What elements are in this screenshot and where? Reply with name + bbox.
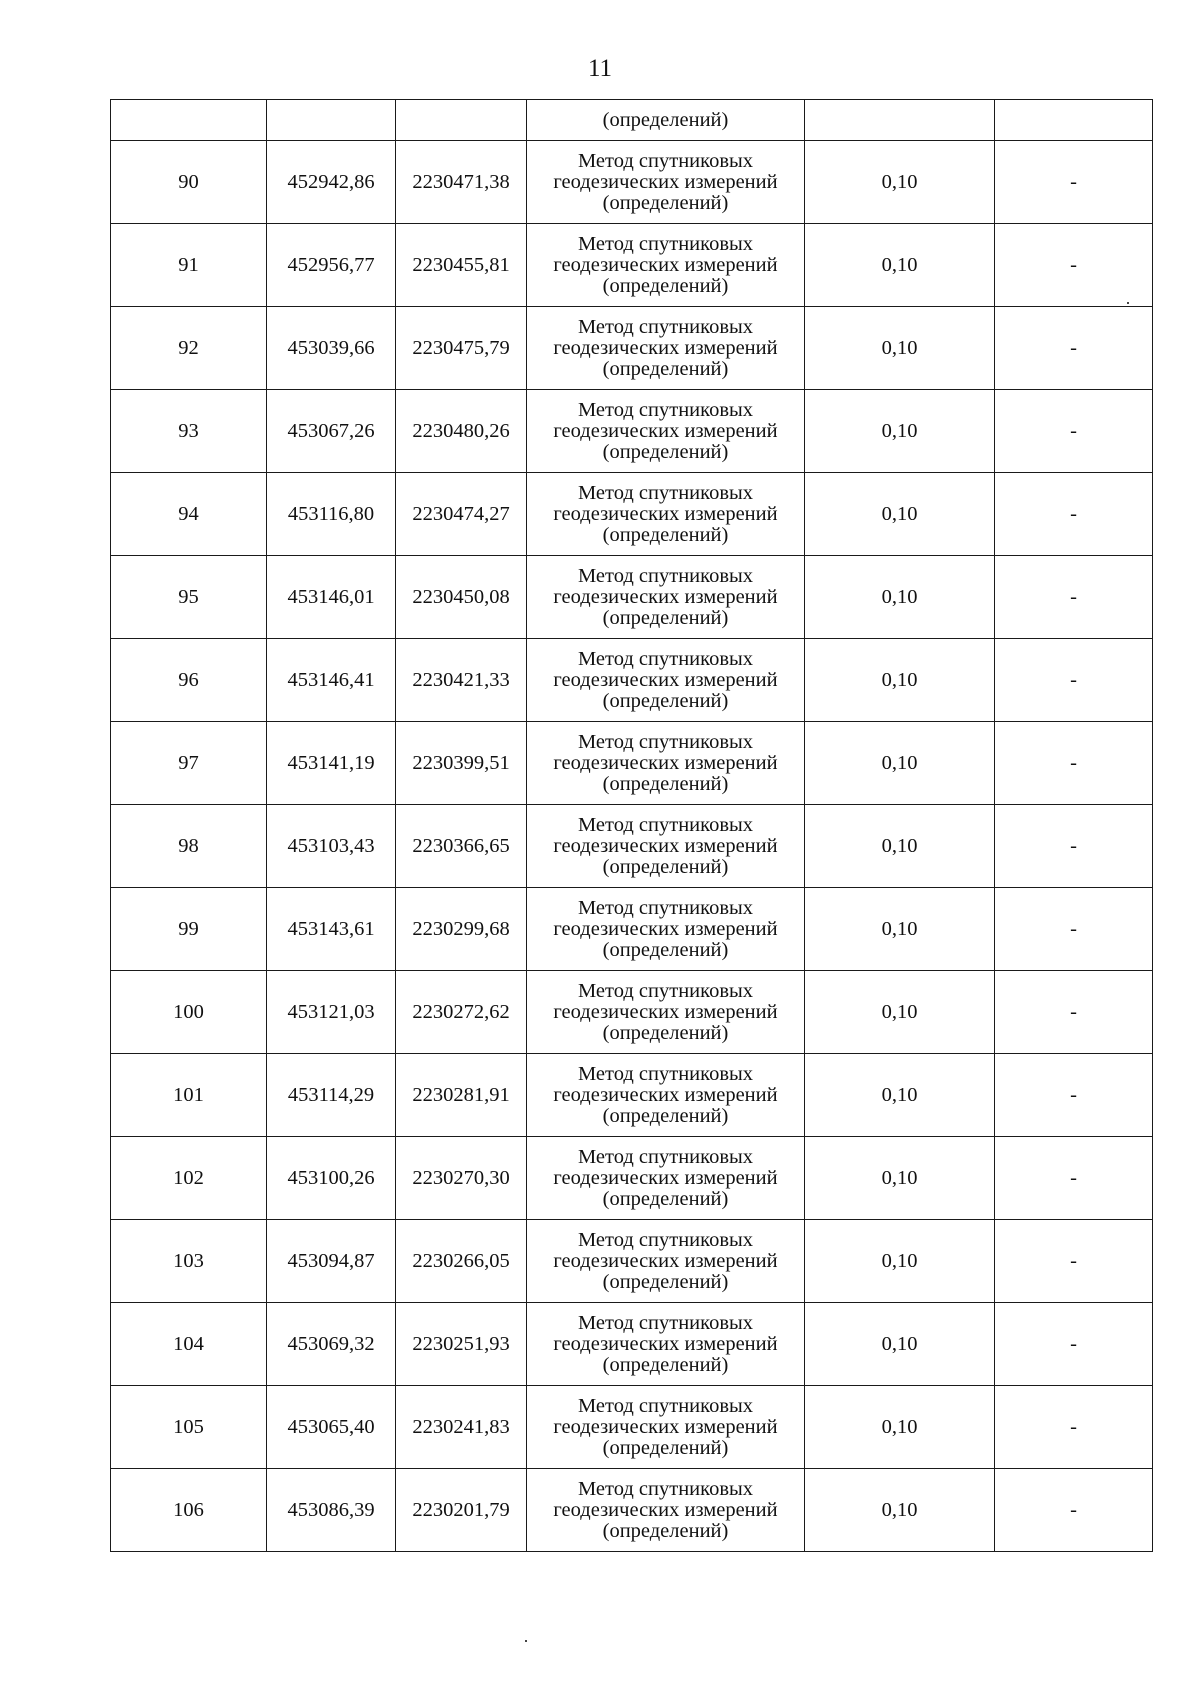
method-text-line: Метод спутниковых	[577, 896, 754, 919]
method-text-line: геодезических измерений	[553, 585, 778, 608]
method-cell	[527, 1220, 805, 1303]
method-text-line: Метод спутниковых	[577, 813, 754, 836]
point-number-cell: 92	[111, 307, 267, 390]
point-number-cell: 98	[111, 805, 267, 888]
accuracy-cell: 0,10	[805, 1469, 995, 1552]
method-text-line: геодезических измерений	[553, 502, 778, 525]
method-text-line: (определений)	[602, 606, 729, 629]
continuation-cell-accuracy	[805, 100, 995, 141]
coordinate-y-cell: 2230474,27	[396, 473, 527, 556]
method-text-line: геодезических измерений	[553, 1083, 778, 1106]
note-cell: -	[995, 473, 1153, 556]
continuation-cell-number	[111, 100, 267, 141]
coordinate-y-cell: 2230270,30	[396, 1137, 527, 1220]
method-text-line: (определений)	[602, 1519, 729, 1542]
table-row	[111, 971, 1153, 1054]
coordinate-x-cell: 452942,86	[267, 141, 396, 224]
note-cell: -	[995, 1303, 1153, 1386]
table-row	[111, 1054, 1153, 1137]
method-text-line: геодезических измерений	[553, 336, 778, 359]
table-row	[111, 224, 1153, 307]
table-row	[111, 141, 1153, 224]
accuracy-cell: 0,10	[805, 971, 995, 1054]
accuracy-cell: 0,10	[805, 307, 995, 390]
table-row	[111, 722, 1153, 805]
continuation-cell-method: (определений)	[527, 100, 805, 141]
table-row	[111, 1137, 1153, 1220]
coordinate-x-cell: 453116,80	[267, 473, 396, 556]
method-text-line: (определений)	[602, 855, 729, 878]
accuracy-cell: 0,10	[805, 888, 995, 971]
accuracy-cell: 0,10	[805, 224, 995, 307]
note-cell: -	[995, 1220, 1153, 1303]
method-text-line: геодезических измерений	[553, 1166, 778, 1189]
point-number-cell: 95	[111, 556, 267, 639]
method-cell	[527, 224, 805, 307]
method-cell	[527, 390, 805, 473]
coordinate-y-cell: 2230471,38	[396, 141, 527, 224]
method-text-line: Метод спутниковых	[577, 979, 754, 1002]
coordinate-y-cell: 2230366,65	[396, 805, 527, 888]
method-text-line: Метод спутниковых	[577, 232, 754, 255]
note-cell: -	[995, 722, 1153, 805]
point-number-cell: 99	[111, 888, 267, 971]
accuracy-cell: 0,10	[805, 1220, 995, 1303]
method-cell	[527, 722, 805, 805]
coordinate-x-cell: 453114,29	[267, 1054, 396, 1137]
table-row	[111, 473, 1153, 556]
method-text-line: геодезических измерений	[553, 1332, 778, 1355]
method-cell	[527, 805, 805, 888]
point-number-cell: 96	[111, 639, 267, 722]
note-cell: -	[995, 1137, 1153, 1220]
table-row	[111, 556, 1153, 639]
note-cell: -	[995, 805, 1153, 888]
continuation-cell-note	[995, 100, 1153, 141]
method-text-line: (определений)	[602, 357, 729, 380]
method-text-line: (определений)	[602, 523, 729, 546]
table-row	[111, 307, 1153, 390]
coordinate-x-cell: 453103,43	[267, 805, 396, 888]
note-cell: -	[995, 1386, 1153, 1469]
coordinate-x-cell: 453143,61	[267, 888, 396, 971]
coordinate-x-cell: 453141,19	[267, 722, 396, 805]
coordinate-y-cell: 2230455,81	[396, 224, 527, 307]
coordinate-x-cell: 453067,26	[267, 390, 396, 473]
method-cell	[527, 307, 805, 390]
method-text-line: (определений)	[602, 689, 729, 712]
coordinate-x-cell: 453086,39	[267, 1469, 396, 1552]
coordinates-table	[110, 99, 1153, 1552]
note-cell: -	[995, 888, 1153, 971]
note-cell: -	[995, 224, 1153, 307]
method-text-line: геодезических измерений	[553, 668, 778, 691]
point-number-cell: 93	[111, 390, 267, 473]
note-cell: -	[995, 556, 1153, 639]
note-cell: -	[995, 1054, 1153, 1137]
method-text-line: Метод спутниковых	[577, 398, 754, 421]
point-number-cell: 100	[111, 971, 267, 1054]
method-text-line: (определений)	[602, 1021, 729, 1044]
accuracy-cell: 0,10	[805, 1386, 995, 1469]
accuracy-cell: 0,10	[805, 1054, 995, 1137]
method-cell	[527, 556, 805, 639]
method-text-line: (определений)	[602, 191, 729, 214]
method-text-line: Метод спутниковых	[577, 1394, 754, 1417]
method-text-line: геодезических измерений	[553, 1498, 778, 1521]
note-cell: -	[995, 971, 1153, 1054]
method-text-line: Метод спутниковых	[577, 1145, 754, 1168]
page-number: 11	[587, 55, 613, 82]
method-cell	[527, 639, 805, 722]
coordinate-x-cell: 453039,66	[267, 307, 396, 390]
coordinate-x-cell: 453069,32	[267, 1303, 396, 1386]
coordinate-y-cell: 2230241,83	[396, 1386, 527, 1469]
coordinate-y-cell: 2230251,93	[396, 1303, 527, 1386]
coordinate-x-cell: 453094,87	[267, 1220, 396, 1303]
method-text-line: геодезических измерений	[553, 1000, 778, 1023]
coordinate-x-cell: 453100,26	[267, 1137, 396, 1220]
table-body	[111, 100, 1153, 1552]
table-row	[111, 1469, 1153, 1552]
method-cell	[527, 1303, 805, 1386]
coordinate-y-cell: 2230299,68	[396, 888, 527, 971]
coordinate-x-cell: 452956,77	[267, 224, 396, 307]
accuracy-cell: 0,10	[805, 390, 995, 473]
method-text-line: (определений)	[602, 274, 729, 297]
method-text-line: Метод спутниковых	[577, 149, 754, 172]
method-cell	[527, 971, 805, 1054]
method-text-line: Метод спутниковых	[577, 1062, 754, 1085]
point-number-cell: 102	[111, 1137, 267, 1220]
table-row	[111, 639, 1153, 722]
table-row	[111, 390, 1153, 473]
table-row	[111, 805, 1153, 888]
coordinate-x-cell: 453146,41	[267, 639, 396, 722]
table-row	[111, 1303, 1153, 1386]
method-text-line: геодезических измерений	[553, 751, 778, 774]
method-cell	[527, 888, 805, 971]
coordinate-y-cell: 2230281,91	[396, 1054, 527, 1137]
method-text-line: Метод спутниковых	[577, 564, 754, 587]
continuation-row	[111, 100, 1153, 141]
coordinate-y-cell: 2230421,33	[396, 639, 527, 722]
accuracy-cell: 0,10	[805, 141, 995, 224]
continuation-cell-y	[396, 100, 527, 141]
method-text-line: (определений)	[602, 1187, 729, 1210]
method-text-line: Метод спутниковых	[577, 730, 754, 753]
coordinate-y-cell: 2230480,26	[396, 390, 527, 473]
point-number-cell: 104	[111, 1303, 267, 1386]
method-text-line: (определений)	[602, 1436, 729, 1459]
table-row	[111, 888, 1153, 971]
method-text-line: геодезических измерений	[553, 1415, 778, 1438]
method-text-line: геодезических измерений	[553, 253, 778, 276]
point-number-cell: 90	[111, 141, 267, 224]
method-cell	[527, 1137, 805, 1220]
coordinate-y-cell: 2230475,79	[396, 307, 527, 390]
scan-speck	[525, 1640, 527, 1642]
table-row	[111, 1220, 1153, 1303]
point-number-cell: 103	[111, 1220, 267, 1303]
method-text-line: Метод спутниковых	[577, 1477, 754, 1500]
note-cell: -	[995, 1469, 1153, 1552]
method-text-line: (определений)	[602, 1104, 729, 1127]
method-text-line: (определений)	[602, 772, 729, 795]
accuracy-cell: 0,10	[805, 473, 995, 556]
coordinate-y-cell: 2230450,08	[396, 556, 527, 639]
method-cell	[527, 1469, 805, 1552]
method-text-line: Метод спутниковых	[577, 1228, 754, 1251]
method-cell	[527, 473, 805, 556]
method-cell	[527, 1386, 805, 1469]
coordinate-x-cell: 453065,40	[267, 1386, 396, 1469]
accuracy-cell: 0,10	[805, 556, 995, 639]
coordinate-x-cell: 453121,03	[267, 971, 396, 1054]
point-number-cell: 106	[111, 1469, 267, 1552]
continuation-cell-x	[267, 100, 396, 141]
scan-speck	[1127, 302, 1129, 304]
note-cell: -	[995, 141, 1153, 224]
note-cell: -	[995, 390, 1153, 473]
accuracy-cell: 0,10	[805, 1303, 995, 1386]
method-cell	[527, 1054, 805, 1137]
method-text-line: (определений)	[602, 1270, 729, 1293]
method-text-line: (определений)	[602, 440, 729, 463]
accuracy-cell: 0,10	[805, 1137, 995, 1220]
accuracy-cell: 0,10	[805, 639, 995, 722]
method-text-line: Метод спутниковых	[577, 1311, 754, 1334]
point-number-cell: 94	[111, 473, 267, 556]
method-text-line: (определений)	[602, 1353, 729, 1376]
coordinate-x-cell: 453146,01	[267, 556, 396, 639]
method-text-line: Метод спутниковых	[577, 315, 754, 338]
point-number-cell: 105	[111, 1386, 267, 1469]
table-row	[111, 1386, 1153, 1469]
method-text-line: Метод спутниковых	[577, 481, 754, 504]
point-number-cell: 97	[111, 722, 267, 805]
method-text-line: геодезических измерений	[553, 1249, 778, 1272]
method-text-line: геодезических измерений	[553, 834, 778, 857]
method-cell	[527, 141, 805, 224]
coordinate-y-cell: 2230399,51	[396, 722, 527, 805]
coordinate-y-cell: 2230266,05	[396, 1220, 527, 1303]
method-text-line: геодезических измерений	[553, 419, 778, 442]
method-text-line: геодезических измерений	[553, 170, 778, 193]
note-cell: -	[995, 307, 1153, 390]
accuracy-cell: 0,10	[805, 722, 995, 805]
accuracy-cell: 0,10	[805, 805, 995, 888]
point-number-cell: 91	[111, 224, 267, 307]
method-text-line: Метод спутниковых	[577, 647, 754, 670]
coordinate-y-cell: 2230201,79	[396, 1469, 527, 1552]
method-text-line: геодезических измерений	[553, 917, 778, 940]
point-number-cell: 101	[111, 1054, 267, 1137]
method-text-line: (определений)	[602, 938, 729, 961]
coordinate-y-cell: 2230272,62	[396, 971, 527, 1054]
note-cell: -	[995, 639, 1153, 722]
